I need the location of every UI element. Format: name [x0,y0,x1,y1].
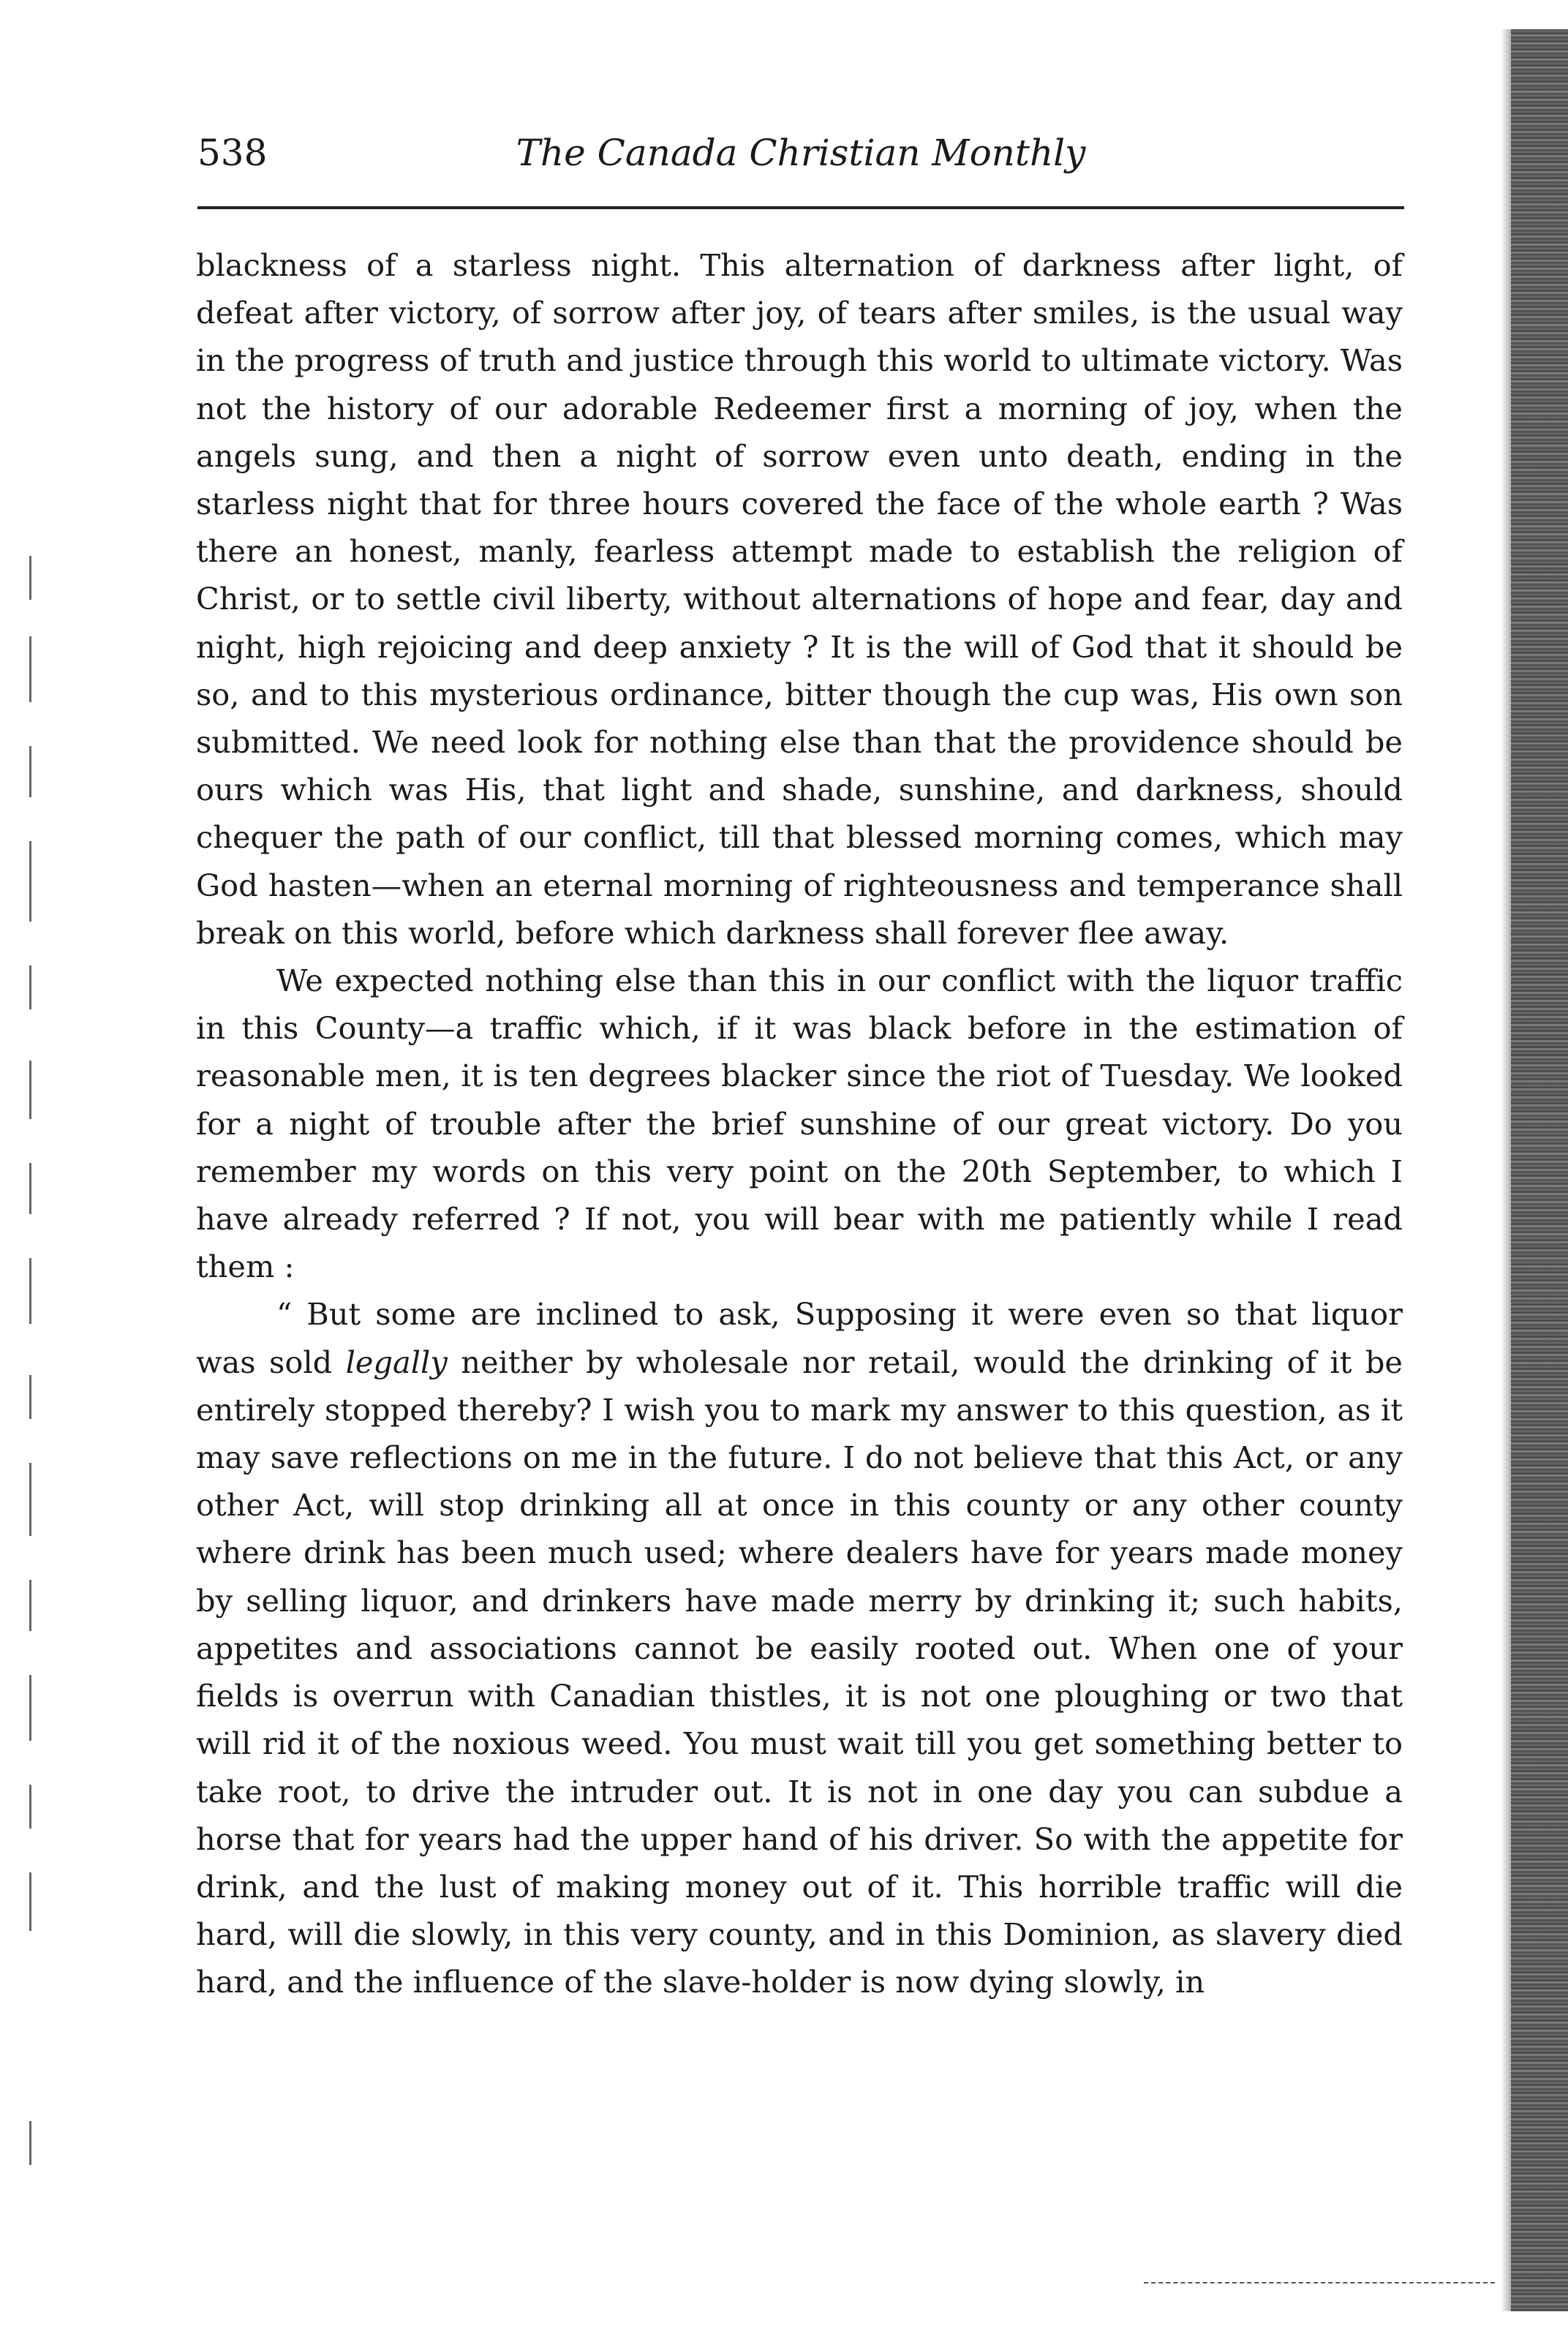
header-rule [197,206,1404,209]
paragraph-2: We expected nothing else than this in our conflict with the liquor traffic in this County—a traffic which, if it was black before in the estimation of reasonable men, it is ten degrees blacker since the riot of Tuesday. We looked for a night of trouble after the brief sunshine of our great victory. Do you remember my words on this very point on the 20th September, to which I have already referred ? If not, you will bear with me patiently while I read them : [196,963,1403,1285]
paragraph-3-quotation [196,1290,1403,2006]
running-title: The Canada Christian Monthly [516,132,1086,174]
scan-binding-edge [1511,29,1568,2311]
paragraph-1: blackness of a starless night. This alternation of darkness after light, of defeat after victory, of sorrow after joy, of tears after smiles, is the usual way in the progress of truth and justice through this world to ultimate victory. Was not the history of our adorable Redeemer first a morning of joy, when the angels sung, and then a night of sorrow even unto death, ending in the starless night that for three hours covered the face of the whole earth ? Was there an honest, manly, fearless attempt made to establish the religion of Christ, or to settle civil liberty, without alternations of hope and fear, day and night, high rejoicing and deep anxiety ? It is the will of God that it should be so, and to this mysterious ordinance, bitter though the cup was, His own son submitted. We need look for nothing else than that the providence should be ours which was His, that light and shade, sunshine, and darkness, should chequer the path of our conflict, till that blessed morning comes, which may God hasten—when an eternal morning of righteousness and temperance shall break on this world, before which darkness shall forever flee away. [196,247,1403,951]
quotation-text-after: neither by wholesale nor retail, would the drinking of it be entirely stopped thereby? I wish you to mark my answer to this question, as it may save reflections on me in the future. I do not believe that this Act, or any other Act, will stop drinking all at once in this county or any other county where drink has been much used; where dealers have for years made money by selling liquor, and drinkers have made merry by drinking it; such habits, appetites and associations cannot be easily rooted out. When one of your fields is overrun with Canadian thistles, it is not one ploughing or two that will rid it of the noxious weed. You must wait till you get something better to take root, to drive the intruder out. It is not in one day you can subdue a horse that for years had the upper hand of his driver. So with the appetite for drink, and the lust of making money out of it. This horrible traffic will die hard, will die slowly, in this very county, and in this Dominion, as slavery died hard, and the influence of the slave-holder is now dying slowly, in [196,1344,1403,2000]
scan-margin-marks [29,556,51,2238]
body-text [196,241,1403,2006]
scan-bottom-mark [1144,2282,1495,2283]
page-header [197,124,1404,190]
page-number: 538 [197,132,268,174]
quotation-text-before: “ But some are inclined to ask, Supposing it were even so that liquor was sold [196,1296,1403,1380]
quotation-emphasis: legally [345,1344,448,1380]
